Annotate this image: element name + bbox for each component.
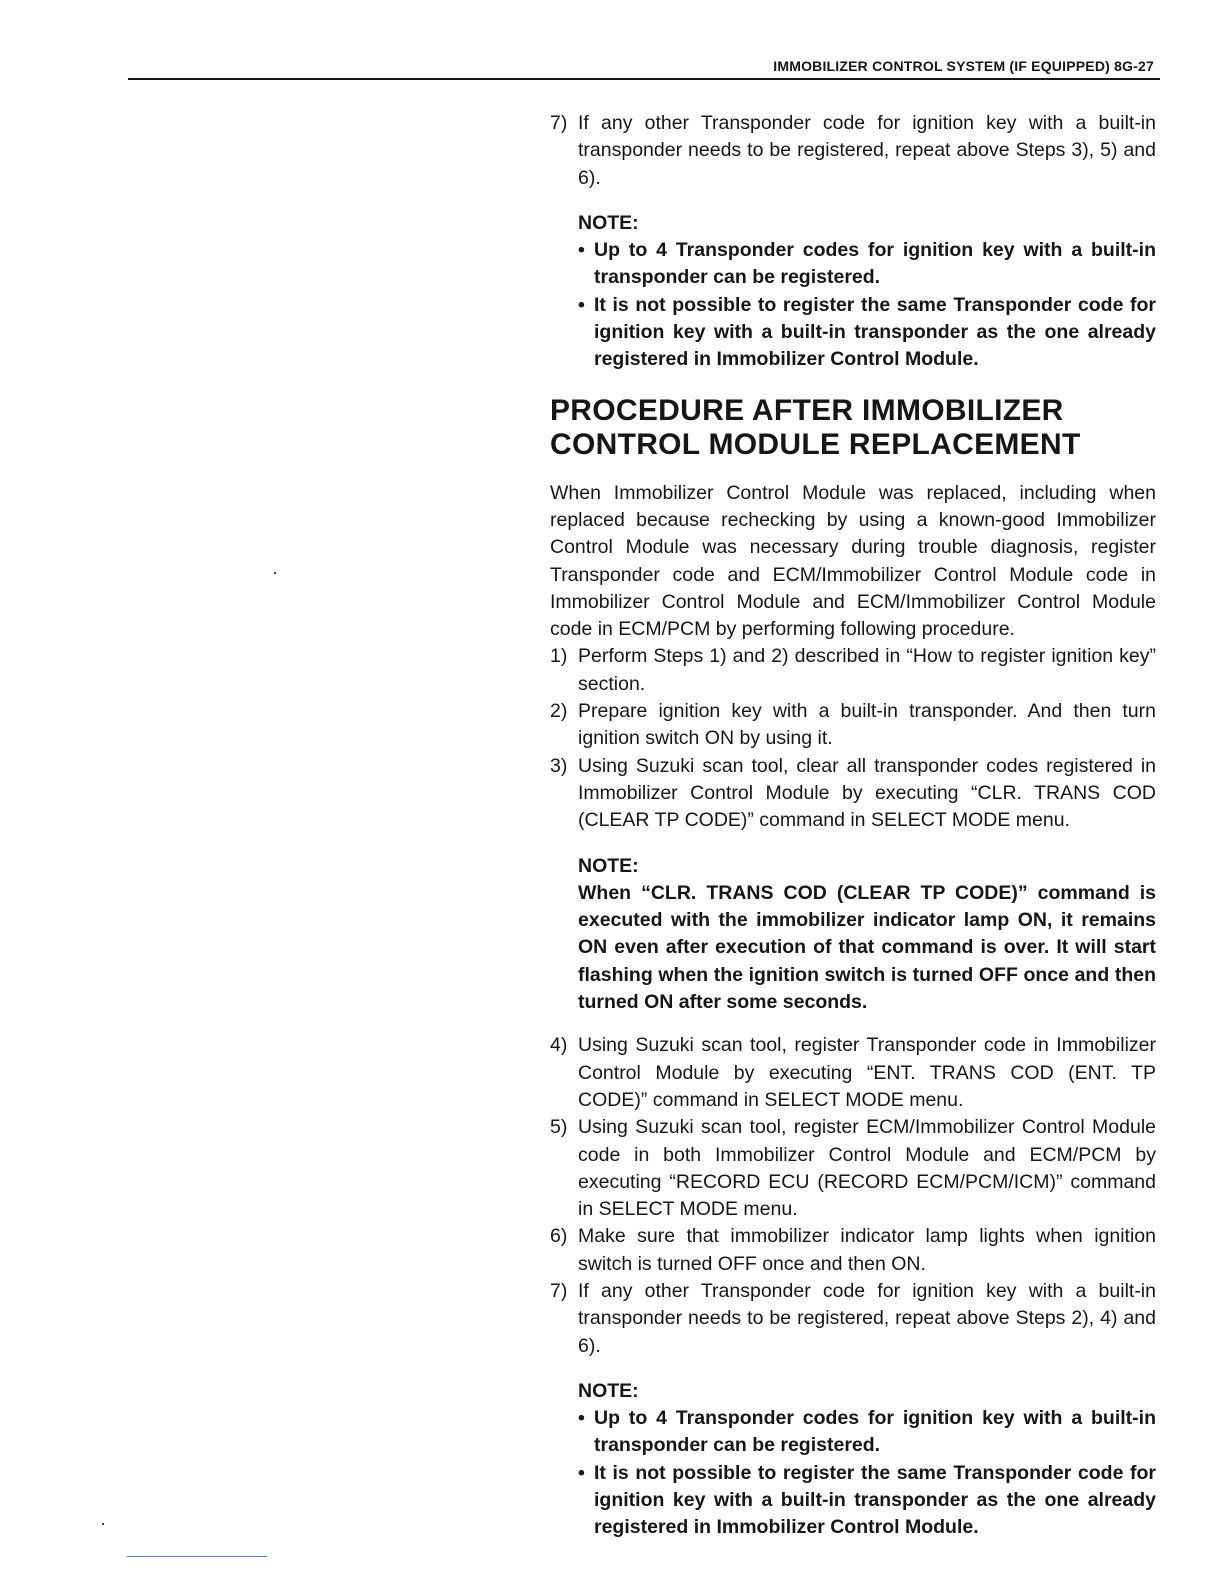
section-title-line-2: CONTROL MODULE REPLACEMENT — [550, 427, 1081, 461]
step-text: Make sure that immobilizer indicator lamp lights when ignition switch is turned OFF once and then ON. — [578, 1225, 1156, 1275]
step-1 — [550, 643, 1156, 698]
note-1 — [578, 210, 1156, 374]
step-6 — [550, 1223, 1156, 1278]
note-text: When “CLR. TRANS COD (CLEAR TP CODE)” command is executed with the immobilizer indicator lamp ON, it remains ON even after execution of that command is over. It will start flashing when the ignition switch is turned OFF once and then turned ON after some seconds. — [578, 881, 1156, 1014]
note-bullet — [578, 1405, 1156, 1460]
step-text: If any other Transponder code for ignition key with a built-in transponder needs to be registered, repeat above Steps 2), 4) and 6). — [578, 1279, 1156, 1357]
step-5 — [550, 1114, 1156, 1223]
bullet-icon: • — [578, 1407, 585, 1430]
bullet-text: Up to 4 Transponder codes for ignition key with a built-in transponder can be registered. — [594, 1407, 1156, 1457]
note-label: NOTE: — [578, 1379, 639, 1402]
section-intro: When Immobilizer Control Module was replaced, including when replaced because rechecking by using a known-good Immobilizer Control Module was necessary during trouble diagnosis, register Transponder code and ECM/Immobilizer Control Module code in Immobilizer Control Module and ECM/Immobilizer Control Module code in ECM/PCM by performing following procedure. — [550, 481, 1156, 641]
step-number: 6) — [550, 1225, 568, 1248]
step-text: Using Suzuki scan tool, register Transponder code in Immobilizer Control Module by executing “ENT. TRANS COD (ENT. TP CODE)” command in SELECT MODE menu. — [578, 1034, 1156, 1111]
step-number: 3) — [550, 754, 568, 777]
step-2 — [550, 698, 1156, 753]
note-2 — [578, 853, 1156, 1017]
step-7-top — [550, 110, 1156, 192]
bullet-icon: • — [578, 1461, 585, 1484]
step-text: If any other Transponder code for ignition key with a built-in transponder needs to be registered, repeat above Steps 3), 5) and 6). — [578, 112, 1156, 189]
section-title-line-1: PROCEDURE AFTER IMMOBILIZER — [550, 393, 1064, 427]
note-bullet — [578, 237, 1156, 292]
note-label: NOTE: — [578, 211, 639, 234]
step-text: Using Suzuki scan tool, clear all transponder codes registered in Immobilizer Control Module by executing “CLR. TRANS COD (CLEAR TP CODE)” command in SELECT MODE menu. — [578, 754, 1156, 832]
step-4 — [550, 1032, 1156, 1114]
step-number: 2) — [550, 700, 568, 723]
note-3 — [578, 1378, 1156, 1542]
step-text: Perform Steps 1) and 2) described in “How to register ignition key” section. — [578, 645, 1156, 695]
page-header: IMMOBILIZER CONTROL SYSTEM (IF EQUIPPED) 8G-27 — [773, 58, 1154, 74]
step-text: Prepare ignition key with a built-in transponder. And then turn ignition switch ON by using it. — [578, 700, 1156, 750]
spacer — [550, 1016, 1156, 1032]
step-number: 5) — [550, 1116, 568, 1139]
bullet-text: It is not possible to register the same Transponder code for ignition key with a built-in transponder as the one already registered in Immobilizer Control Module. — [594, 1461, 1156, 1539]
bullet-text: Up to 4 Transponder codes for ignition key with a built-in transponder can be registered. — [594, 239, 1156, 289]
step-3 — [550, 753, 1156, 835]
note-bullet — [578, 1460, 1156, 1542]
footer-link-underline — [127, 1556, 267, 1557]
step-number: 4) — [550, 1034, 568, 1057]
step-text: Using Suzuki scan tool, register ECM/Immobilizer Control Module code in both Immobilizer Control Module and ECM/PCM by executing “RECORD ECU (RECORD ECM/PCM/ICM)” command in SELECT MODE menu. — [578, 1116, 1156, 1221]
step-number: 7) — [550, 112, 568, 134]
bullet-icon: • — [578, 293, 585, 316]
scan-speck — [102, 1523, 104, 1525]
header-rule — [128, 78, 1160, 80]
step-number: 1) — [550, 645, 568, 668]
bullet-text: It is not possible to register the same Transponder code for ignition key with a built-in transponder as the one already registered in Immobilizer Control Module. — [594, 293, 1156, 371]
bullet-icon: • — [578, 239, 585, 262]
main-column — [550, 110, 1156, 1542]
note-label: NOTE: — [578, 854, 639, 877]
step-number: 7) — [550, 1279, 568, 1302]
scan-speck — [274, 572, 276, 574]
note-bullet — [578, 292, 1156, 374]
step-7 — [550, 1278, 1156, 1360]
section-title — [550, 394, 1156, 462]
